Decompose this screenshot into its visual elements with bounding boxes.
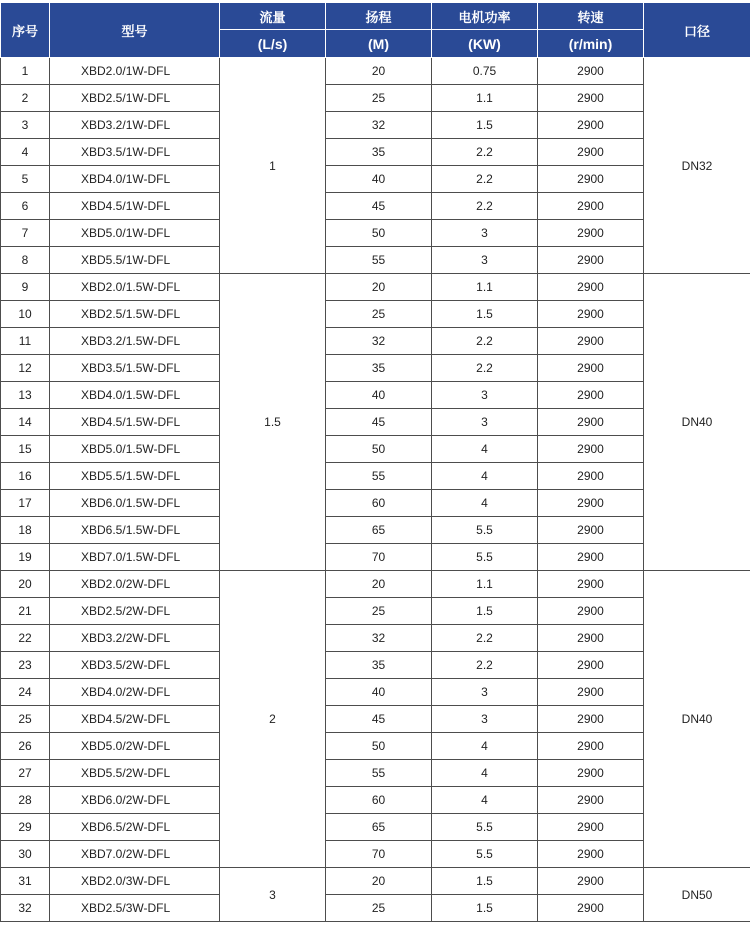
header-speed-unit: (r/min) [538,30,644,58]
cell-seq: 6 [1,193,50,220]
header-seq: 序号 [1,3,50,58]
table-row [1,490,750,517]
cell-power: 1.5 [432,301,538,328]
table-row [1,517,750,544]
cell-model: XBD5.0/1.5W-DFL [50,436,220,463]
cell-speed: 2900 [538,166,644,193]
cell-power: 5.5 [432,841,538,868]
cell-model: XBD2.0/1.5W-DFL [50,274,220,301]
cell-speed: 2900 [538,733,644,760]
cell-head: 60 [326,787,432,814]
cell-seq: 11 [1,328,50,355]
cell-seq: 18 [1,517,50,544]
cell-head: 32 [326,328,432,355]
cell-model: XBD6.0/2W-DFL [50,787,220,814]
cell-seq: 3 [1,112,50,139]
cell-head: 20 [326,58,432,85]
cell-power: 2.2 [432,355,538,382]
cell-seq: 13 [1,382,50,409]
cell-head: 50 [326,733,432,760]
cell-model: XBD5.0/1W-DFL [50,220,220,247]
cell-model: XBD5.5/1W-DFL [50,247,220,274]
cell-model: XBD2.5/3W-DFL [50,895,220,922]
cell-seq: 24 [1,679,50,706]
cell-speed: 2900 [538,787,644,814]
cell-model: XBD2.0/1W-DFL [50,58,220,85]
table-row [1,166,750,193]
cell-speed: 2900 [538,625,644,652]
cell-model: XBD3.5/2W-DFL [50,652,220,679]
cell-model: XBD6.0/1.5W-DFL [50,490,220,517]
cell-model: XBD3.5/1W-DFL [50,139,220,166]
cell-head: 20 [326,571,432,598]
table-header [1,3,750,58]
cell-seq: 17 [1,490,50,517]
cell-head: 50 [326,436,432,463]
cell-power: 3 [432,220,538,247]
table-row [1,652,750,679]
cell-diameter: DN40 [644,571,750,868]
header-power: 电机功率 [432,3,538,30]
cell-speed: 2900 [538,571,644,598]
cell-head: 45 [326,409,432,436]
header-model: 型号 [50,3,220,58]
cell-flow: 3 [220,868,326,922]
cell-power: 4 [432,787,538,814]
cell-speed: 2900 [538,328,644,355]
cell-speed: 2900 [538,652,644,679]
cell-seq: 21 [1,598,50,625]
table-row [1,787,750,814]
cell-diameter: DN50 [644,868,750,922]
table-row [1,733,750,760]
table-row [1,463,750,490]
cell-head: 55 [326,463,432,490]
cell-power: 3 [432,382,538,409]
table-row [1,355,750,382]
cell-speed: 2900 [538,139,644,166]
cell-flow: 2 [220,571,326,868]
cell-seq: 1 [1,58,50,85]
cell-head: 40 [326,679,432,706]
cell-speed: 2900 [538,760,644,787]
table-row [1,193,750,220]
cell-flow: 1.5 [220,274,326,571]
cell-seq: 30 [1,841,50,868]
cell-seq: 20 [1,571,50,598]
cell-speed: 2900 [538,220,644,247]
cell-head: 25 [326,301,432,328]
cell-speed: 2900 [538,517,644,544]
cell-power: 3 [432,706,538,733]
cell-seq: 19 [1,544,50,571]
cell-speed: 2900 [538,463,644,490]
cell-flow: 1 [220,58,326,274]
cell-model: XBD4.5/1W-DFL [50,193,220,220]
cell-seq: 22 [1,625,50,652]
cell-speed: 2900 [538,247,644,274]
cell-seq: 14 [1,409,50,436]
cell-power: 2.2 [432,139,538,166]
cell-power: 2.2 [432,328,538,355]
cell-seq: 26 [1,733,50,760]
cell-model: XBD2.0/2W-DFL [50,571,220,598]
cell-seq: 16 [1,463,50,490]
cell-model: XBD4.5/1.5W-DFL [50,409,220,436]
cell-model: XBD4.0/1.5W-DFL [50,382,220,409]
cell-power: 1.1 [432,85,538,112]
cell-head: 55 [326,247,432,274]
cell-head: 70 [326,841,432,868]
cell-head: 35 [326,652,432,679]
cell-model: XBD5.0/2W-DFL [50,733,220,760]
cell-power: 1.1 [432,274,538,301]
cell-power: 5.5 [432,814,538,841]
cell-speed: 2900 [538,193,644,220]
cell-power: 1.1 [432,571,538,598]
cell-model: XBD3.5/1.5W-DFL [50,355,220,382]
cell-head: 50 [326,220,432,247]
cell-power: 4 [432,490,538,517]
cell-head: 45 [326,193,432,220]
cell-head: 60 [326,490,432,517]
table-row [1,274,750,301]
cell-seq: 4 [1,139,50,166]
cell-seq: 9 [1,274,50,301]
cell-model: XBD2.0/3W-DFL [50,868,220,895]
cell-model: XBD5.5/1.5W-DFL [50,463,220,490]
cell-power: 1.5 [432,112,538,139]
table-row [1,85,750,112]
table-row [1,814,750,841]
cell-speed: 2900 [538,814,644,841]
cell-head: 65 [326,517,432,544]
table-row [1,598,750,625]
table-row [1,328,750,355]
table-row [1,571,750,598]
cell-speed: 2900 [538,355,644,382]
table-row [1,895,750,922]
cell-model: XBD3.2/1W-DFL [50,112,220,139]
table-row [1,301,750,328]
cell-power: 2.2 [432,166,538,193]
cell-speed: 2900 [538,490,644,517]
cell-model: XBD4.0/2W-DFL [50,679,220,706]
cell-diameter: DN32 [644,58,750,274]
cell-model: XBD7.0/1.5W-DFL [50,544,220,571]
cell-seq: 29 [1,814,50,841]
cell-head: 40 [326,166,432,193]
table-row [1,220,750,247]
cell-power: 3 [432,679,538,706]
table-row [1,247,750,274]
cell-power: 0.75 [432,58,538,85]
cell-speed: 2900 [538,895,644,922]
table-row [1,841,750,868]
cell-model: XBD2.5/2W-DFL [50,598,220,625]
cell-seq: 27 [1,760,50,787]
cell-model: XBD4.5/2W-DFL [50,706,220,733]
cell-head: 65 [326,814,432,841]
header-flow-unit: (L/s) [220,30,326,58]
table-row [1,760,750,787]
cell-speed: 2900 [538,598,644,625]
cell-power: 4 [432,733,538,760]
table-row [1,112,750,139]
cell-head: 32 [326,625,432,652]
table-row [1,436,750,463]
cell-head: 45 [326,706,432,733]
cell-speed: 2900 [538,301,644,328]
cell-speed: 2900 [538,112,644,139]
cell-model: XBD3.2/2W-DFL [50,625,220,652]
cell-speed: 2900 [538,436,644,463]
cell-speed: 2900 [538,706,644,733]
cell-seq: 23 [1,652,50,679]
table-row [1,409,750,436]
table-row [1,58,750,85]
table-body [1,58,750,922]
header-diameter: 口径 [644,3,750,58]
cell-head: 20 [326,868,432,895]
table-row [1,625,750,652]
header-flow: 流量 [220,3,326,30]
cell-seq: 15 [1,436,50,463]
header-power-unit: (KW) [432,30,538,58]
cell-model: XBD7.0/2W-DFL [50,841,220,868]
table-row [1,679,750,706]
cell-head: 25 [326,598,432,625]
cell-power: 2.2 [432,193,538,220]
cell-head: 32 [326,112,432,139]
cell-head: 55 [326,760,432,787]
header-head-unit: (M) [326,30,432,58]
cell-model: XBD6.5/2W-DFL [50,814,220,841]
cell-power: 4 [432,436,538,463]
cell-head: 20 [326,274,432,301]
cell-power: 4 [432,760,538,787]
cell-seq: 28 [1,787,50,814]
cell-seq: 8 [1,247,50,274]
cell-seq: 2 [1,85,50,112]
cell-head: 25 [326,85,432,112]
header-head: 扬程 [326,3,432,30]
cell-speed: 2900 [538,274,644,301]
cell-power: 2.2 [432,625,538,652]
cell-diameter: DN40 [644,274,750,571]
cell-head: 70 [326,544,432,571]
cell-seq: 31 [1,868,50,895]
cell-head: 35 [326,139,432,166]
cell-seq: 32 [1,895,50,922]
cell-speed: 2900 [538,58,644,85]
table-row [1,706,750,733]
cell-power: 4 [432,463,538,490]
cell-seq: 25 [1,706,50,733]
table-row [1,382,750,409]
cell-speed: 2900 [538,382,644,409]
cell-power: 5.5 [432,517,538,544]
cell-model: XBD2.5/1W-DFL [50,85,220,112]
cell-model: XBD3.2/1.5W-DFL [50,328,220,355]
cell-power: 5.5 [432,544,538,571]
cell-model: XBD2.5/1.5W-DFL [50,301,220,328]
cell-power: 1.5 [432,868,538,895]
cell-head: 35 [326,355,432,382]
cell-model: XBD4.0/1W-DFL [50,166,220,193]
cell-seq: 12 [1,355,50,382]
cell-power: 1.5 [432,598,538,625]
cell-model: XBD5.5/2W-DFL [50,760,220,787]
spec-table [0,2,750,922]
cell-power: 2.2 [432,652,538,679]
cell-head: 40 [326,382,432,409]
cell-speed: 2900 [538,841,644,868]
cell-model: XBD6.5/1.5W-DFL [50,517,220,544]
cell-seq: 10 [1,301,50,328]
cell-seq: 5 [1,166,50,193]
cell-speed: 2900 [538,85,644,112]
cell-seq: 7 [1,220,50,247]
cell-power: 1.5 [432,895,538,922]
cell-head: 25 [326,895,432,922]
cell-speed: 2900 [538,544,644,571]
cell-power: 3 [432,409,538,436]
cell-speed: 2900 [538,409,644,436]
header-speed: 转速 [538,3,644,30]
cell-speed: 2900 [538,868,644,895]
table-row [1,544,750,571]
table-row [1,868,750,895]
cell-power: 3 [432,247,538,274]
table-row [1,139,750,166]
cell-speed: 2900 [538,679,644,706]
